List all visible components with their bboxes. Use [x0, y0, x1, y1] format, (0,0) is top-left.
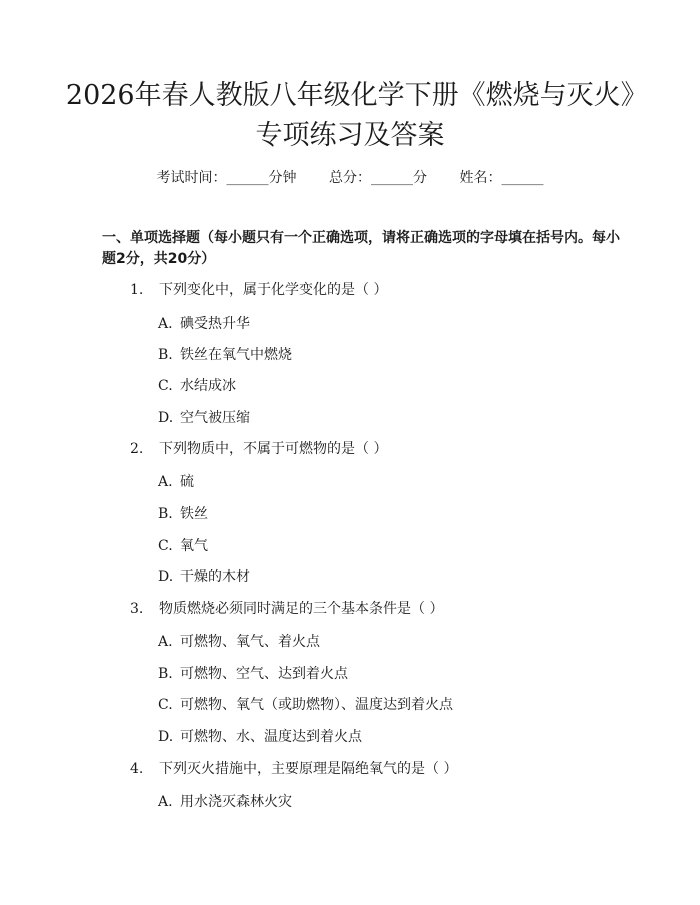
option-text: 可燃物、空气、达到着火点 [180, 666, 348, 682]
question-2 [130, 439, 387, 459]
option-text: 可燃物、水、温度达到着火点 [180, 729, 362, 745]
question-number: 1. [130, 282, 144, 298]
question-1-option-d [158, 408, 250, 428]
question-3-option-c [158, 695, 453, 715]
exam-info-line [0, 168, 700, 188]
question-number: 2. [130, 441, 144, 457]
question-number: 4. [130, 761, 144, 777]
option-text: 空气被压缩 [180, 410, 250, 426]
option-letter: D. [158, 569, 174, 585]
option-text: 氧气 [180, 538, 208, 554]
question-text: 下列灭火措施中，主要原理是隔绝氧气的是（ ） [159, 761, 458, 777]
page-title: 2026年春人教版八年级化学下册《燃烧与灭火》专项练习及答案 [65, 80, 635, 151]
option-text: 干燥的木材 [180, 569, 250, 585]
section-heading-single-choice: 一、单项选择题（每小题只有一个正确选项，请将正确选项的字母填在括号内。每小题2分，共20分） [102, 230, 620, 267]
question-2-option-a [158, 472, 194, 492]
option-letter: A. [158, 634, 173, 650]
option-text: 硫 [180, 474, 194, 490]
option-letter: D. [158, 410, 174, 426]
option-letter: B. [158, 506, 173, 522]
question-1-option-c [158, 376, 236, 396]
option-text: 碘受热升华 [180, 316, 250, 332]
option-text: 水结成冰 [180, 378, 236, 394]
question-1 [130, 280, 387, 300]
option-letter: D. [158, 729, 174, 745]
option-text: 用水浇灭森林火灾 [180, 794, 292, 810]
option-text: 铁丝 [180, 506, 208, 522]
question-2-option-c [158, 536, 208, 556]
question-2-option-b [158, 504, 208, 524]
question-text: 下列变化中，属于化学变化的是（ ） [159, 282, 388, 298]
option-letter: C. [158, 697, 173, 713]
total-score-field: 总分：______分 [329, 170, 427, 186]
option-letter: B. [158, 347, 173, 363]
option-text: 铁丝在氧气中燃烧 [180, 347, 292, 363]
student-name-field: 姓名：______ [459, 170, 544, 186]
question-text: 下列物质中，不属于可燃物的是（ ） [159, 441, 388, 457]
option-text: 可燃物、氧气（或助燃物）、温度达到着火点 [180, 697, 453, 713]
question-4-option-a [158, 792, 292, 812]
question-number: 3. [130, 601, 144, 617]
question-2-option-d [158, 567, 250, 587]
question-3-option-d [158, 727, 362, 747]
option-letter: A. [158, 794, 173, 810]
exam-time-field: 考试时间：______分钟 [156, 170, 297, 186]
option-text: 可燃物、氧气、着火点 [180, 634, 320, 650]
question-text: 物质燃烧必须同时满足的三个基本条件是（ ） [159, 601, 444, 617]
question-1-option-a [158, 314, 250, 334]
option-letter: C. [158, 378, 173, 394]
option-letter: C. [158, 538, 173, 554]
question-3-option-b [158, 664, 348, 684]
question-4 [130, 759, 457, 779]
option-letter: A. [158, 316, 173, 332]
option-letter: B. [158, 666, 173, 682]
question-3 [130, 599, 443, 619]
option-letter: A. [158, 474, 173, 490]
question-1-option-b [158, 345, 292, 365]
question-3-option-a [158, 632, 320, 652]
